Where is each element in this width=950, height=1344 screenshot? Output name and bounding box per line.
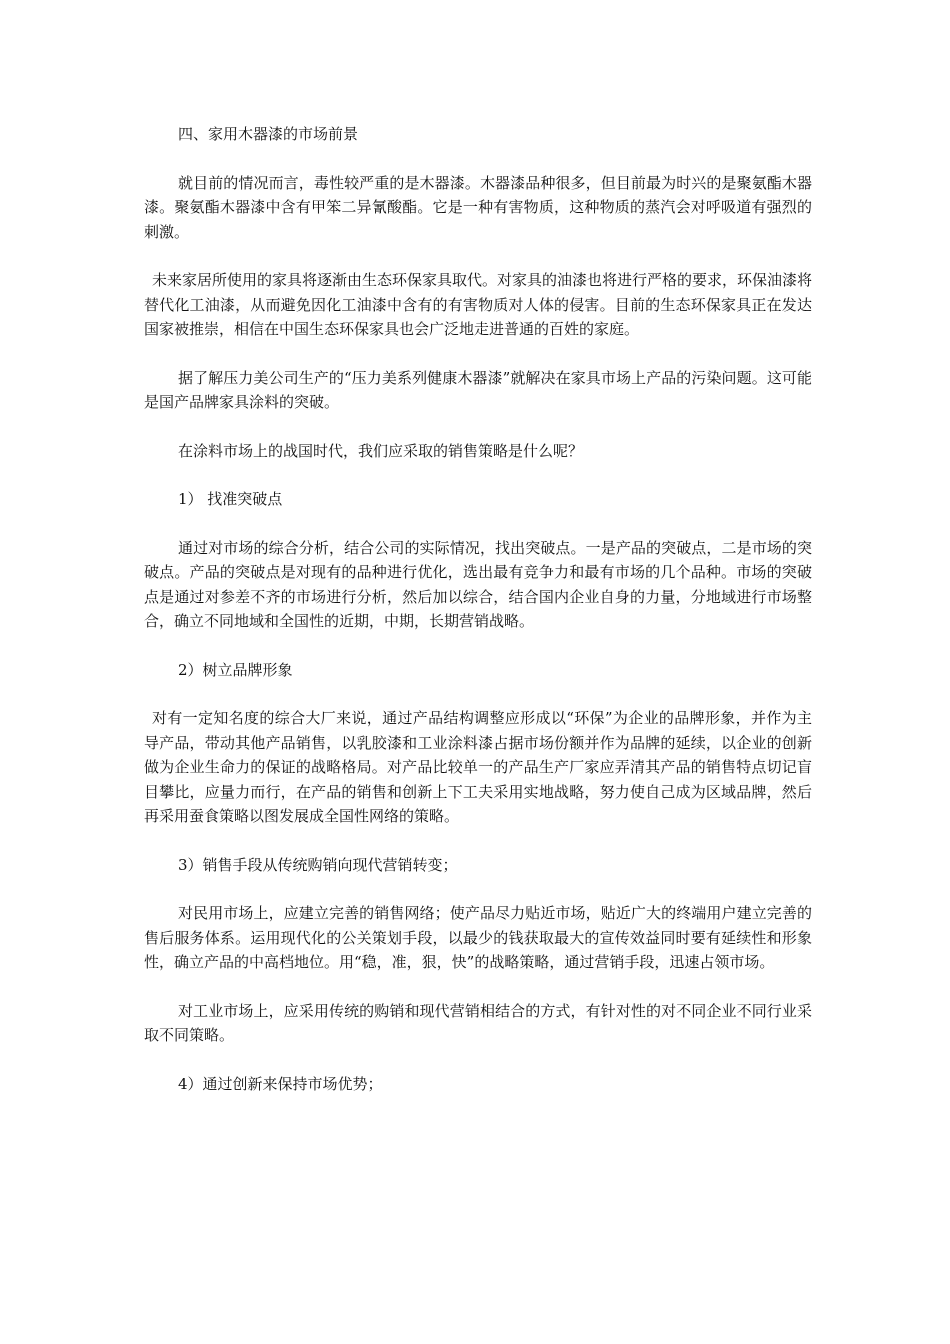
list-item-heading: 4）通过创新来保持市场优势； <box>178 1074 383 1093</box>
paragraph: 据了解压力美公司生产的“压力美系列健康木器漆”就解决在家具市场上产品的污染问题。这可能是国产品牌家具涂料的突破。 <box>144 368 812 411</box>
paragraph: 未来家居所使用的家具将逐渐由生态环保家具取代。对家具的油漆也将进行严格的要求，环保油漆将替代化工油漆，从而避免因化工油漆中含有的有害物质对人体的侵害。目前的生态环保家具正在发达国家被推崇，相信在中国生态环保家具也会广泛地走进普通的百姓的家庭。 <box>144 271 813 338</box>
paragraph: 通过对市场的综合分析，结合公司的实际情况，找出突破点。一是产品的突破点，二是市场的突破点。产品的突破点是对现有的品种进行优化，选出最有竞争力和最有市场的几个品种。市场的突破点是通过对参差不齐的市场进行分析，然后加以综合，结合国内企业自身的力量，分地域进行市场整合，确立不同地域和全国性的近期，中期，长期营销战略。 <box>144 538 812 630</box>
paragraph: 对有一定知名度的综合大厂来说，通过产品结构调整应形成以“环保”为企业的品牌形象，并作为主导产品，带动其他产品销售，以乳胶漆和工业涂料漆占据市场份额并作为品牌的延续，以企业的创新做为企业生命力的保证的战略格局。对产品比较单一的产品生产厂家应弄清其产品的销售特点切记盲目攀比，应量力而行，在产品的销售和创新上下工夫采用实地战略，努力使自己成为区域品牌，然后再采用蚕食策略以图发展成全国性网络的策略。 <box>144 709 812 825</box>
paragraph: 在涂料市场上的战国时代，我们应采取的销售策略是什么呢？ <box>178 441 584 460</box>
list-item-heading: 2）树立品牌形象 <box>178 660 293 679</box>
paragraph: 就目前的情况而言，毒性较严重的是木器漆。木器漆品种很多，但目前最为时兴的是聚氨酯木器漆。聚氨酯木器漆中含有甲笨二异氰酸酯。它是一种有害物质，这种物质的蒸汽会对呼吸道有强烈的刺激。 <box>144 173 812 241</box>
document-body <box>144 122 812 1120</box>
paragraph: 对工业市场上，应采用传统的购销和现代营销相结合的方式，有针对性的对不同企业不同行业采取不同策略。 <box>144 1001 812 1044</box>
section-heading: 四、家用木器漆的市场前景 <box>178 125 359 143</box>
list-item-heading: 3）销售手段从传统购销向现代营销转变； <box>178 855 458 874</box>
list-item-heading: 1） 找准突破点 <box>178 490 283 508</box>
paragraph: 对民用市场上，应建立完善的销售网络；使产品尽力贴近市场，贴近广大的终端用户建立完善的售后服务体系。运用现代化的公关策划手段，以最少的钱获取最大的宣传效益同时要有延续性和形象性，确立产品的中高档地位。用“稳，准，狠，快”的战略策略，通过营销手段，迅速占领市场。 <box>144 904 812 971</box>
